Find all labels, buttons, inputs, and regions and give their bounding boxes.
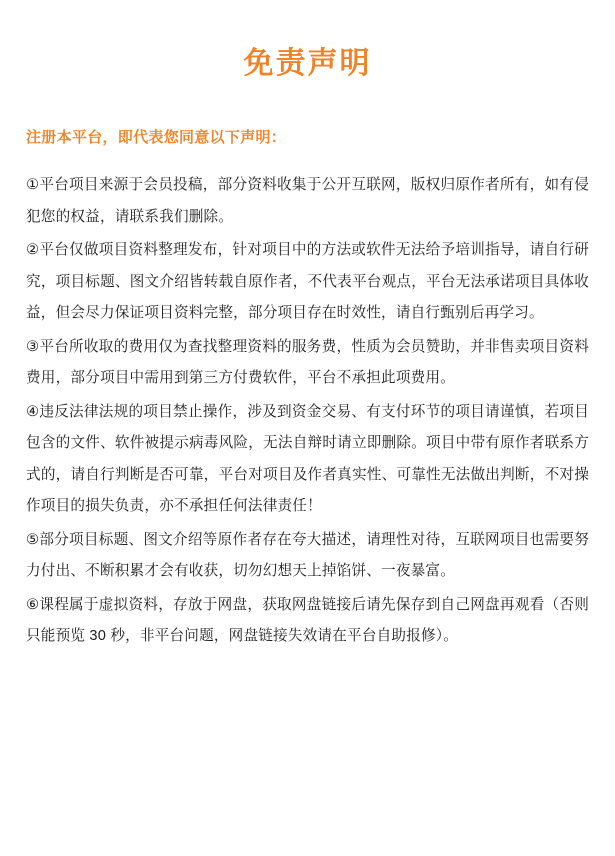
agreement-subtitle: 注册本平台，即代表您同意以下声明： <box>26 129 287 146</box>
page-title: 免责声明 <box>243 47 372 80</box>
clause-item: ⑤部分项目标题、图文介绍等原作者存在夸大描述，请理性对待，互联网项目也需要努力付出、不断积累才会有收获，切勿幻想天上掉馅饼、一夜暴富。 <box>26 531 589 580</box>
clause-item: ③平台所收取的费用仅为查找整理资料的服务费，性质为会员赞助，并非售卖项目资料费用，部分项目中需用到第三方付费软件，平台不承担此项费用。 <box>26 338 589 387</box>
clause-list <box>26 170 589 653</box>
clause-item: ①平台项目来源于会员投稿，部分资料收集于公开互联网，版权归原作者所有，如有侵犯您的权益，请联系我们删除。 <box>26 177 589 225</box>
clause-item: ②平台仅做项目资料整理发布，针对项目中的方法或软件无法给予培训指导，请自行研究，项目标题、图文介绍皆转载自原作者，不代表平台观点，平台无法承诺项目具体收益，但会尽力保证项目资料完整，部分项目存在时效性，请自行甄别后再学习。 <box>26 242 589 322</box>
clause-item: ⑥课程属于虚拟资料，存放于网盘，获取网盘链接后请先保存到自己网盘再观看（否则只能预览 30 秒，非平台问题，网盘链接失效请在平台自助报修）。 <box>26 596 589 645</box>
clause-item: ④违反法律法规的项目禁止操作，涉及到资金交易、有支付环节的项目请谨慎，若项目包含的文件、软件被提示病毒风险，无法自辩时请立即删除。项目中带有原作者联系方式的，请自行判断是否可靠，平台对项目及作者真实性、可靠性无法做出判断，不对操作项目的损失负责，亦不承担任何法律责任！ <box>26 403 589 515</box>
